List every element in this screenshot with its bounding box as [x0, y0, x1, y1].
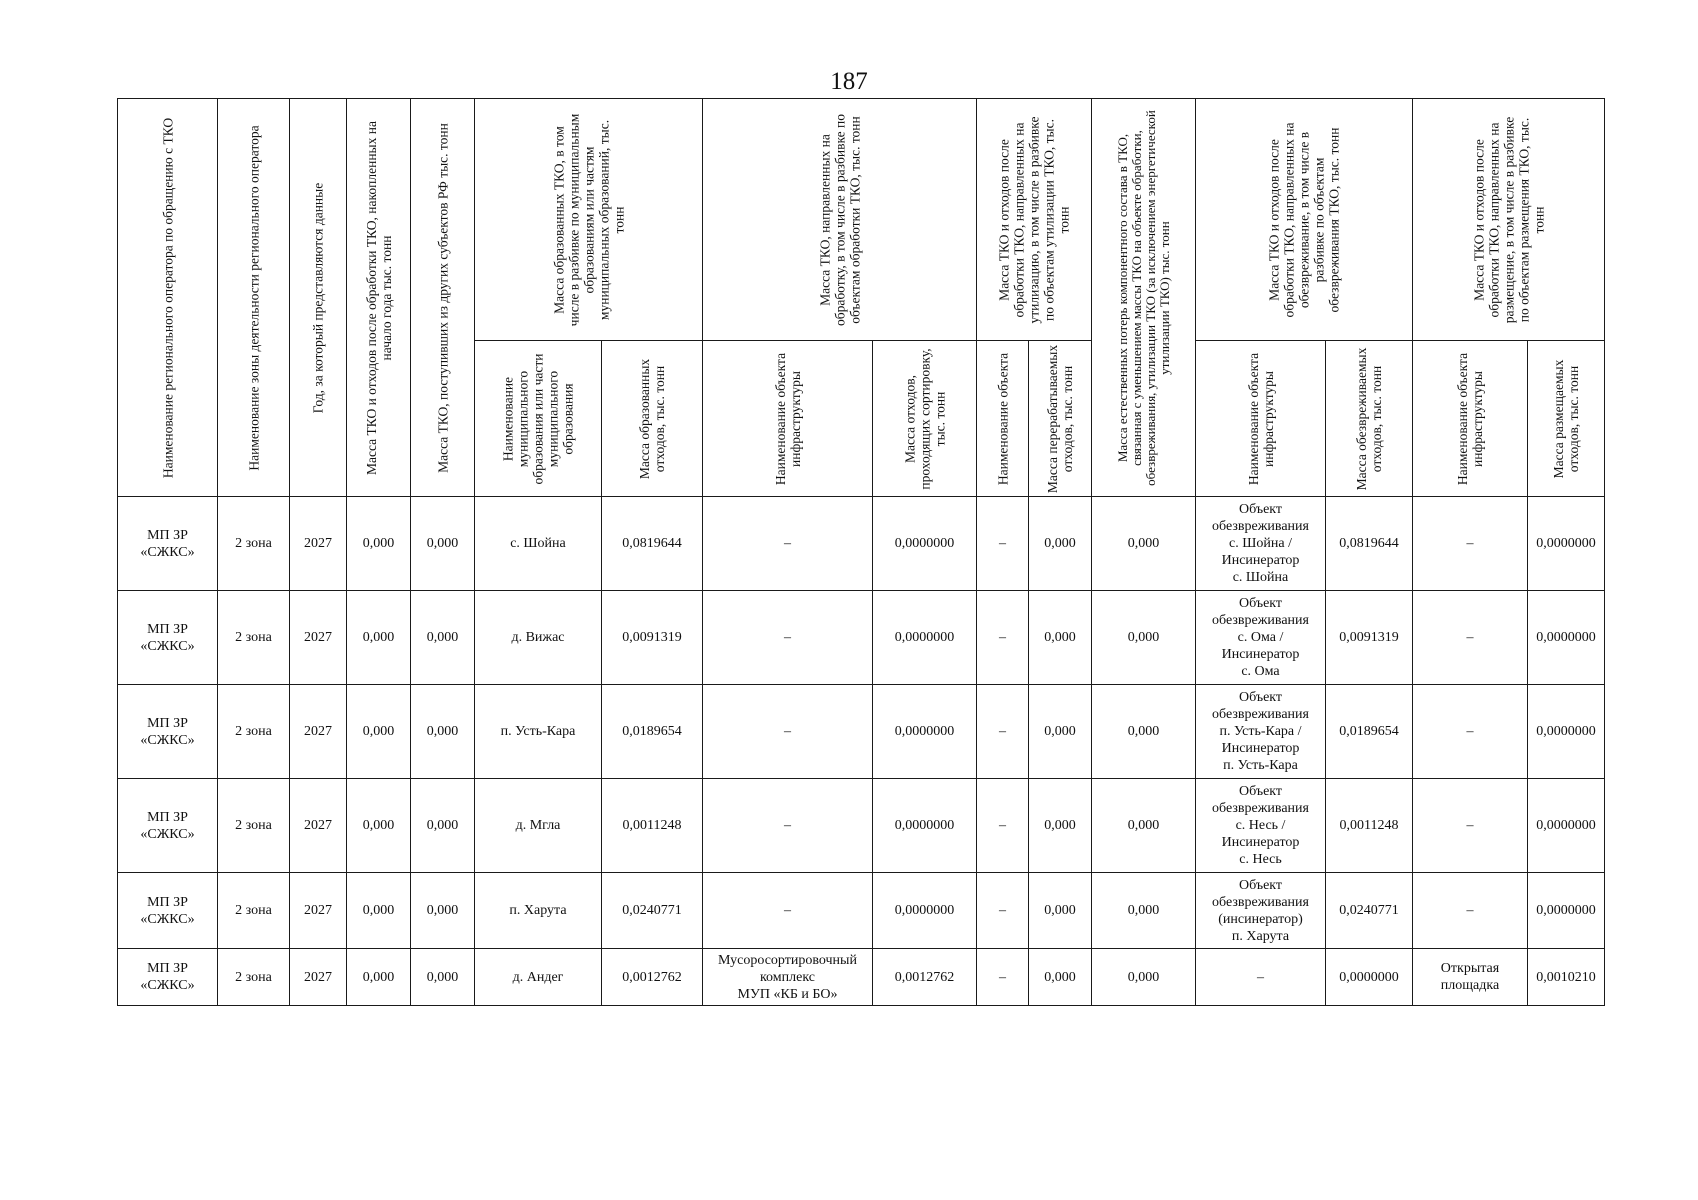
generated-mass-cell: 0,0819644	[602, 497, 703, 591]
processing-object-cell: –	[703, 779, 873, 873]
header-processing-name: Наименование объекта инфраструктуры	[703, 341, 873, 497]
header-neutralization-group: Масса ТКО и отходов после обработки ТКО, направленных на обезвреживание, в том числе в разбивке по объектам обезвреживания ТКО, тыс. тонн	[1196, 99, 1413, 341]
generated-mass-cell: 0,0011248	[602, 779, 703, 873]
neutralization-mass-cell: 0,0819644	[1326, 497, 1413, 591]
neutralization-object-cell: Объект обезвреживания с. Ома / Инсинератор с. Ома	[1196, 591, 1326, 685]
operator-cell: МП ЗР «СЖКС»	[118, 873, 218, 949]
placement-object-cell: Открытая площадка	[1413, 949, 1528, 1006]
placement-object-cell: –	[1413, 591, 1528, 685]
neutralization-mass-cell: 0,0240771	[1326, 873, 1413, 949]
zone-cell: 2 зона	[218, 497, 290, 591]
header-placement-name: Наименование объекта инфраструктуры	[1413, 341, 1528, 497]
year-cell: 2027	[290, 591, 347, 685]
losses-cell: 0,000	[1092, 873, 1196, 949]
generated-mass-cell: 0,0091319	[602, 591, 703, 685]
year-cell: 2027	[290, 779, 347, 873]
neutralization-mass-cell: 0,0000000	[1326, 949, 1413, 1006]
neutralization-object-cell: Объект обезвреживания с. Шойна / Инсинератор с. Шойна	[1196, 497, 1326, 591]
zone-cell: 2 зона	[218, 685, 290, 779]
header-neutralization-name: Наименование объекта инфраструктуры	[1196, 341, 1326, 497]
header-utilization-group: Масса ТКО и отходов после обработки ТКО, направленных на утилизацию, в том числе в разбивке по объектам утилизации ТКО, тыс. тонн	[977, 99, 1092, 341]
processing-object-cell: –	[703, 591, 873, 685]
neutralization-mass-cell: 0,0091319	[1326, 591, 1413, 685]
sorting-mass-cell: 0,0000000	[873, 873, 977, 949]
sorting-mass-cell: 0,0000000	[873, 779, 977, 873]
municipality-cell: д. Андег	[475, 949, 602, 1006]
processing-object-cell: Мусоросортировочный комплекс МУП «КБ и БО»	[703, 949, 873, 1006]
utilization-mass-cell: 0,000	[1029, 949, 1092, 1006]
table-row	[118, 949, 1605, 1006]
utilization-mass-cell: 0,000	[1029, 873, 1092, 949]
generated-mass-cell: 0,0240771	[602, 873, 703, 949]
header-generated-name: Наименование муниципального образования или части муниципального образования	[475, 341, 602, 497]
neutralization-object-cell: Объект обезвреживания п. Усть-Кара / Инсинератор п. Усть-Кара	[1196, 685, 1326, 779]
placement-object-cell: –	[1413, 873, 1528, 949]
received-cell: 0,000	[411, 949, 475, 1006]
header-utilization-name: Наименование объекта	[977, 341, 1029, 497]
zone-cell: 2 зона	[218, 949, 290, 1006]
placement-object-cell: –	[1413, 685, 1528, 779]
table-row	[118, 873, 1605, 949]
accumulated-cell: 0,000	[347, 497, 411, 591]
utilization-object-cell: –	[977, 685, 1029, 779]
utilization-object-cell: –	[977, 779, 1029, 873]
header-neutralization-mass: Масса обезвреживаемых отходов, тыс. тонн	[1326, 341, 1413, 497]
utilization-mass-cell: 0,000	[1029, 685, 1092, 779]
zone-cell: 2 зона	[218, 873, 290, 949]
operator-cell: МП ЗР «СЖКС»	[118, 779, 218, 873]
received-cell: 0,000	[411, 685, 475, 779]
processing-object-cell: –	[703, 685, 873, 779]
table-row	[118, 591, 1605, 685]
municipality-cell: п. Харута	[475, 873, 602, 949]
table-row	[118, 685, 1605, 779]
neutralization-object-cell: Объект обезвреживания с. Несь / Инсинератор с. Несь	[1196, 779, 1326, 873]
losses-cell: 0,000	[1092, 591, 1196, 685]
sorting-mass-cell: 0,0012762	[873, 949, 977, 1006]
header-processing-mass: Масса отходов, проходящих сортировку, тыс. тонн	[873, 341, 977, 497]
waste-data-table	[117, 98, 1605, 1006]
operator-cell: МП ЗР «СЖКС»	[118, 497, 218, 591]
header-year: Год, за который представляются данные	[290, 99, 347, 497]
operator-cell: МП ЗР «СЖКС»	[118, 949, 218, 1006]
neutralization-mass-cell: 0,0011248	[1326, 779, 1413, 873]
municipality-cell: д. Мгла	[475, 779, 602, 873]
header-received: Масса ТКО, поступивших из других субъектов РФ тыс. тонн	[411, 99, 475, 497]
page-number: 187	[830, 68, 868, 95]
generated-mass-cell: 0,0189654	[602, 685, 703, 779]
received-cell: 0,000	[411, 497, 475, 591]
neutralization-mass-cell: 0,0189654	[1326, 685, 1413, 779]
received-cell: 0,000	[411, 779, 475, 873]
municipality-cell: с. Шойна	[475, 497, 602, 591]
utilization-object-cell: –	[977, 873, 1029, 949]
losses-cell: 0,000	[1092, 779, 1196, 873]
received-cell: 0,000	[411, 873, 475, 949]
zone-cell: 2 зона	[218, 591, 290, 685]
placement-object-cell: –	[1413, 779, 1528, 873]
header-operator: Наименование регионального оператора по обращению с ТКО	[118, 99, 218, 497]
header-losses: Масса естественных потерь компонентного состава в ТКО, связанная с уменьшением массы ТКО на объекте обработки, обезвреживания, утилизации ТКО (за исключением энергетической утилизации ТКО) тыс. тонн	[1092, 99, 1196, 497]
losses-cell: 0,000	[1092, 949, 1196, 1006]
header-utilization-mass: Масса перерабатываемых отходов, тыс. тонн	[1029, 341, 1092, 497]
table-row	[118, 779, 1605, 873]
year-cell: 2027	[290, 497, 347, 591]
accumulated-cell: 0,000	[347, 873, 411, 949]
header-processing-group: Масса ТКО, направленных на обработку, в том числе в разбивке по объектам обработки ТКО, тыс. тонн	[703, 99, 977, 341]
utilization-object-cell: –	[977, 591, 1029, 685]
utilization-object-cell: –	[977, 949, 1029, 1006]
neutralization-object-cell: –	[1196, 949, 1326, 1006]
processing-object-cell: –	[703, 873, 873, 949]
generated-mass-cell: 0,0012762	[602, 949, 703, 1006]
sorting-mass-cell: 0,0000000	[873, 685, 977, 779]
placement-mass-cell: 0,0000000	[1528, 873, 1605, 949]
utilization-mass-cell: 0,000	[1029, 591, 1092, 685]
accumulated-cell: 0,000	[347, 591, 411, 685]
accumulated-cell: 0,000	[347, 779, 411, 873]
header-generated-mass: Масса образованных отходов, тыс. тонн	[602, 341, 703, 497]
header-generated-group: Масса образованных ТКО, в том числе в разбивке по муниципальным образованиям или частям муниципальных образований, тыс. тонн	[475, 99, 703, 341]
operator-cell: МП ЗР «СЖКС»	[118, 685, 218, 779]
header-zone: Наименование зоны деятельности регионального оператора	[218, 99, 290, 497]
placement-mass-cell: 0,0000000	[1528, 591, 1605, 685]
header-accumulated: Масса ТКО и отходов после обработки ТКО, накопленных на начало года тыс. тонн	[347, 99, 411, 497]
zone-cell: 2 зона	[218, 779, 290, 873]
table-row	[118, 497, 1605, 591]
accumulated-cell: 0,000	[347, 685, 411, 779]
year-cell: 2027	[290, 685, 347, 779]
year-cell: 2027	[290, 949, 347, 1006]
received-cell: 0,000	[411, 591, 475, 685]
utilization-object-cell: –	[977, 497, 1029, 591]
placement-mass-cell: 0,0000000	[1528, 497, 1605, 591]
neutralization-object-cell: Объект обезвреживания (инсинератор) п. Харута	[1196, 873, 1326, 949]
accumulated-cell: 0,000	[347, 949, 411, 1006]
placement-mass-cell: 0,0000000	[1528, 779, 1605, 873]
placement-mass-cell: 0,0010210	[1528, 949, 1605, 1006]
sorting-mass-cell: 0,0000000	[873, 497, 977, 591]
placement-mass-cell: 0,0000000	[1528, 685, 1605, 779]
header-placement-mass: Масса размещаемых отходов, тыс. тонн	[1528, 341, 1605, 497]
sorting-mass-cell: 0,0000000	[873, 591, 977, 685]
header-placement-group: Масса ТКО и отходов после обработки ТКО, направленных на размещение, в том числе в разбивке по объектам размещения ТКО, тыс. тонн	[1413, 99, 1605, 341]
year-cell: 2027	[290, 873, 347, 949]
placement-object-cell: –	[1413, 497, 1528, 591]
municipality-cell: д. Вижас	[475, 591, 602, 685]
utilization-mass-cell: 0,000	[1029, 497, 1092, 591]
operator-cell: МП ЗР «СЖКС»	[118, 591, 218, 685]
utilization-mass-cell: 0,000	[1029, 779, 1092, 873]
municipality-cell: п. Усть-Кара	[475, 685, 602, 779]
processing-object-cell: –	[703, 497, 873, 591]
losses-cell: 0,000	[1092, 497, 1196, 591]
losses-cell: 0,000	[1092, 685, 1196, 779]
